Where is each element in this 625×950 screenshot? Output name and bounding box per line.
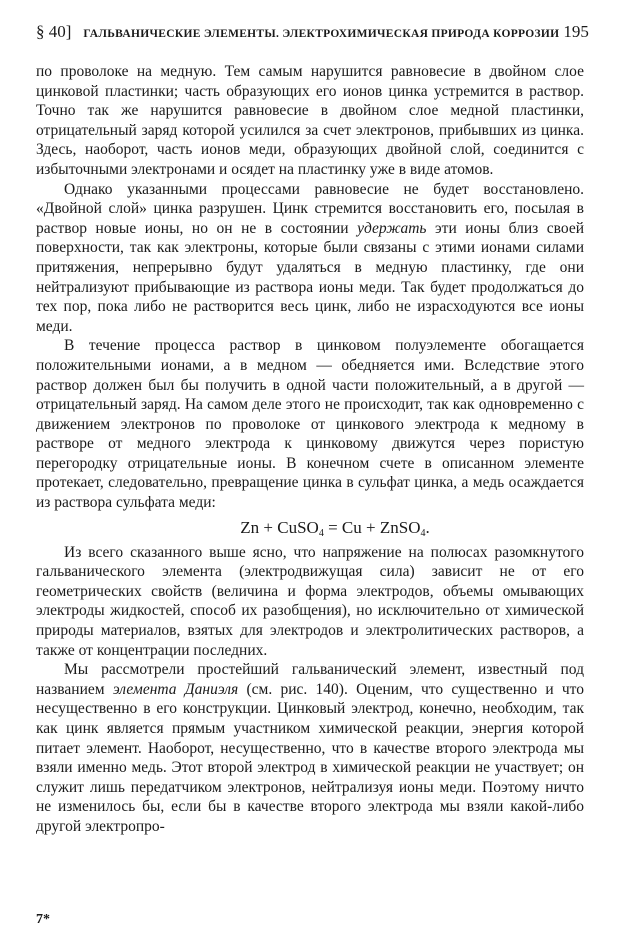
paragraph-5-text-a: Мы рассмотрели простейший гальванический элемент, известный под названием	[36, 661, 584, 698]
paragraph-3: В течение процесса раствор в цинковом полуэлементе обогащается положительными ионами, а в медном — обедняется ими. Вследствие этого раствор должен был бы получить в одной части положительный, а в другой — отрицательный заряд. На самом деле этого не происходит, так как одновременно с движением электронов по проволоке от цинкового электрода к медному в растворе от медного электрода к цинковому движутся через пористую перегородку отрицательные ионы. В конечном счете в описанном элементе протекает, следовательно, превращение цинка в сульфат цинка, а медь осаждается из раствора сульфата меди:	[36, 337, 584, 512]
paragraph-4: Из всего сказанного выше ясно, что напряжение на полюсах разомкнутого гальванического элемента (электродвижущая сила) зависит не от его геометрических свойств (величина и форма электродов, объемы омывающих электроды жидкостей, способ их разобщения), но исключительно от химической природы материалов, взятых для электродов и электролитических растворов, а также от концентрации последних.	[36, 543, 584, 659]
paragraph-2	[36, 180, 584, 337]
page-number: 195	[563, 22, 589, 41]
body-text	[36, 62, 584, 837]
running-header	[36, 22, 589, 46]
paragraph-2-text-b: эти ионы близ своей поверхности, так как электроны, которые были связаны с этими ионами силами притяжения, непрерывно будут удаляться в медную пластинку, где они нейтрализуют прибывающие из раствора ионы меди. Так будет продолжаться до тех пор, пока либо не растворится весь цинк, либо не израсходуются все ионы меди.	[36, 219, 584, 335]
eq-znso-sub: 4	[420, 527, 426, 539]
eq-period: .	[425, 517, 430, 537]
paragraph-5-text-b: (см. рис. 140). Оценим, что существенно и что несущественно в его конструкции. Цинковый электрод, конечно, необходим, так как цинк является прямым участником химической реакции, энергия которой питает элемент. Наоборот, несущественно, что в качестве второго электрода мы взяли именно медь. Этот второй электрод в химической реакции не участвует; он служит лишь передатчиком электронов, нейтрализуя ионы меди. Поэтому ничто не изменилось бы, если бы в качестве второго электрода мы взяли какой-либо другой электропро-	[36, 680, 585, 835]
section-number: § 40]	[36, 22, 72, 41]
eq-plus-2: +	[366, 517, 376, 537]
eq-cuso-sub: 4	[318, 527, 324, 539]
eq-cu: Cu	[341, 517, 362, 537]
paragraph-1: по проволоке на медную. Тем самым нарушится равновесие в двойном слое цинковой пластинки; часть образующих его ионов цинка устремится в раствор. Точно так же нарушится равновесие в двойном слое медной пластинки, отрицательный заряд которой усилился за счет электронов, прибывших из цинка. Здесь, наоборот, часть ионов меди, образующих двойной слой, соединится с избыточными электронами и осядет на пластинку уже в виде атомов.	[36, 63, 584, 178]
running-title: ГАЛЬВАНИЧЕСКИЕ ЭЛЕМЕНТЫ. ЭЛЕКТРОХИМИЧЕСКАЯ ПРИРОДА КОРРОЗИИ	[83, 28, 560, 40]
eq-znso: ZnSO	[379, 517, 421, 537]
eq-plus-1: +	[263, 517, 273, 537]
signature-mark: 7*	[36, 912, 50, 927]
eq-zn: Zn	[240, 517, 260, 537]
italic-term-uderzhat: удержать	[357, 219, 427, 237]
paragraph-2-text-a: Однако указанными процессами равновесие не будет восстановлено. «Двойной слой» цинка разрушен. Цинк стремится восстановить его, посылая в раствор новые ионы, но он не в состоянии	[36, 180, 584, 237]
italic-term-daniell-cell: элемента Даниэля	[112, 680, 239, 698]
eq-cuso: CuSO	[277, 517, 319, 537]
reaction-equation	[36, 513, 584, 543]
eq-equals: =	[328, 517, 338, 537]
paragraph-5	[36, 660, 584, 836]
